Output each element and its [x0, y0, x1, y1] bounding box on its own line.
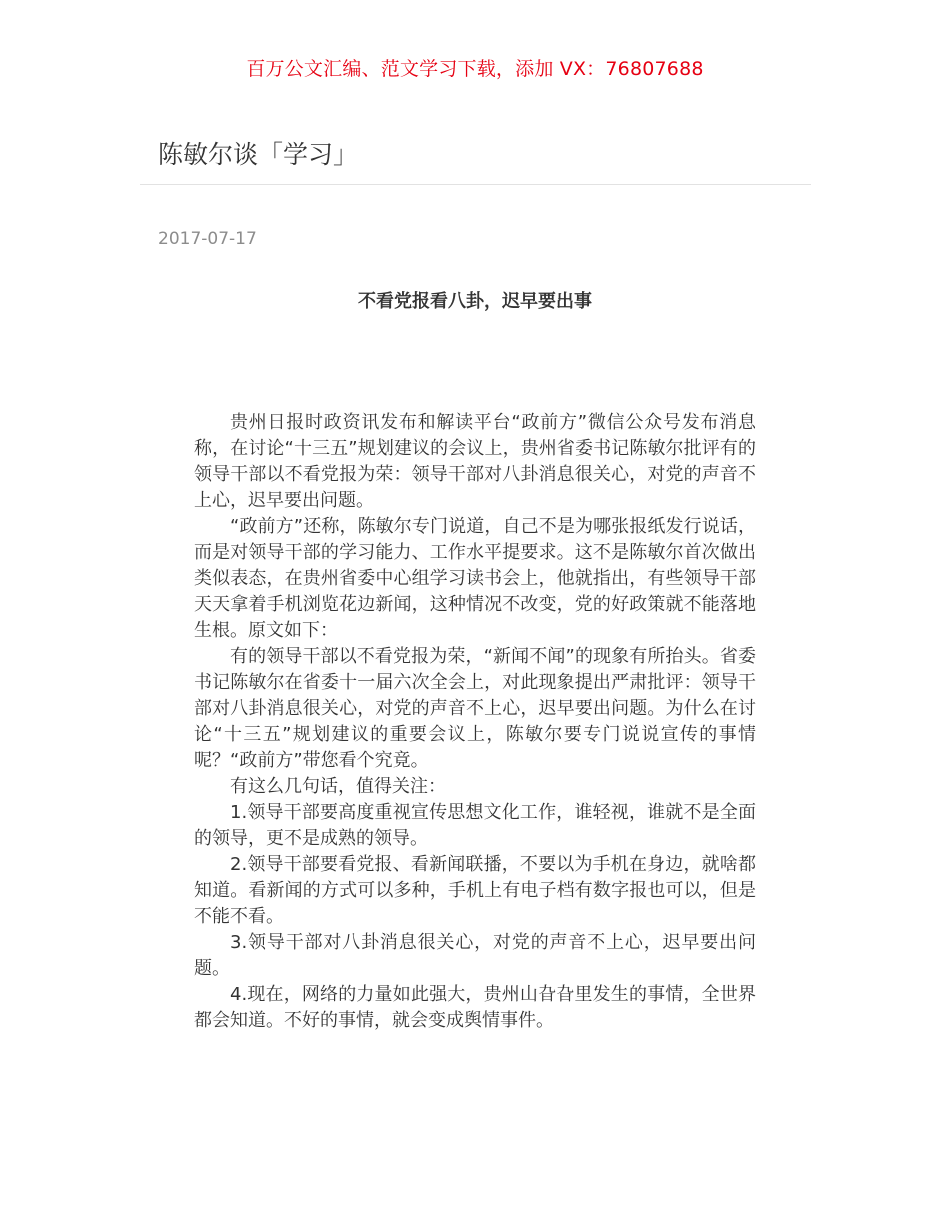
list-item: 1.领导干部要高度重视宣传思想文化工作，谁轻视，谁就不是全面的领导，更不是成熟的领导。 — [194, 802, 756, 849]
list-item: 4.现在，网络的力量如此强大，贵州山旮旮里发生的事情，全世界都会知道。不好的事情，就会变成舆情事件。 — [194, 984, 756, 1031]
publish-date: 2017-07-17 — [158, 229, 257, 249]
paragraph: 有的领导干部以不看党报为荣，“新闻不闻”的现象有所抬头。省委书记陈敏尔在省委十一届六次全会上，对此现象提出严肃批评：领导干部对八卦消息很关心，对党的声音不上心，迟早要出问题。为什么在讨论“十三五”规划建议的重要会议上，陈敏尔要专门说说宣传的事情呢？“政前方”带您看个究竟。 — [194, 646, 756, 771]
page-title: 陈敏尔谈「学习」 — [158, 140, 359, 169]
list-item: 3.领导干部对八卦消息很关心，对党的声音不上心，迟早要出问题。 — [194, 932, 756, 979]
title-divider — [140, 184, 811, 185]
article-subheading: 不看党报看八卦，迟早要出事 — [358, 291, 592, 312]
promo-banner: 百万公文汇编、范文学习下载，添加 VX：76807688 — [246, 58, 704, 80]
paragraph: 有这么几句话，值得关注： — [230, 776, 446, 797]
paragraph: “政前方”还称，陈敏尔专门说道，自己不是为哪张报纸发行说话，而是对领导干部的学习能力、工作水平提要求。这不是陈敏尔首次做出类似表态，在贵州省委中心组学习读书会上，他就指出，有些领导干部天天拿着手机浏览花边新闻，这种情况不改变，党的好政策就不能落地生根。原文如下： — [194, 516, 756, 641]
article-body — [194, 410, 756, 1034]
list-item: 2.领导干部要看党报、看新闻联播，不要以为手机在身边，就啥都知道。看新闻的方式可以多种，手机上有电子档有数字报也可以，但是不能不看。 — [194, 854, 756, 927]
paragraph: 贵州日报时政资讯发布和解读平台“政前方”微信公众号发布消息称，在讨论“十三五”规划建议的会议上，贵州省委书记陈敏尔批评有的领导干部以不看党报为荣：领导干部对八卦消息很关心，对党的声音不上心，迟早要出问题。 — [194, 412, 756, 511]
